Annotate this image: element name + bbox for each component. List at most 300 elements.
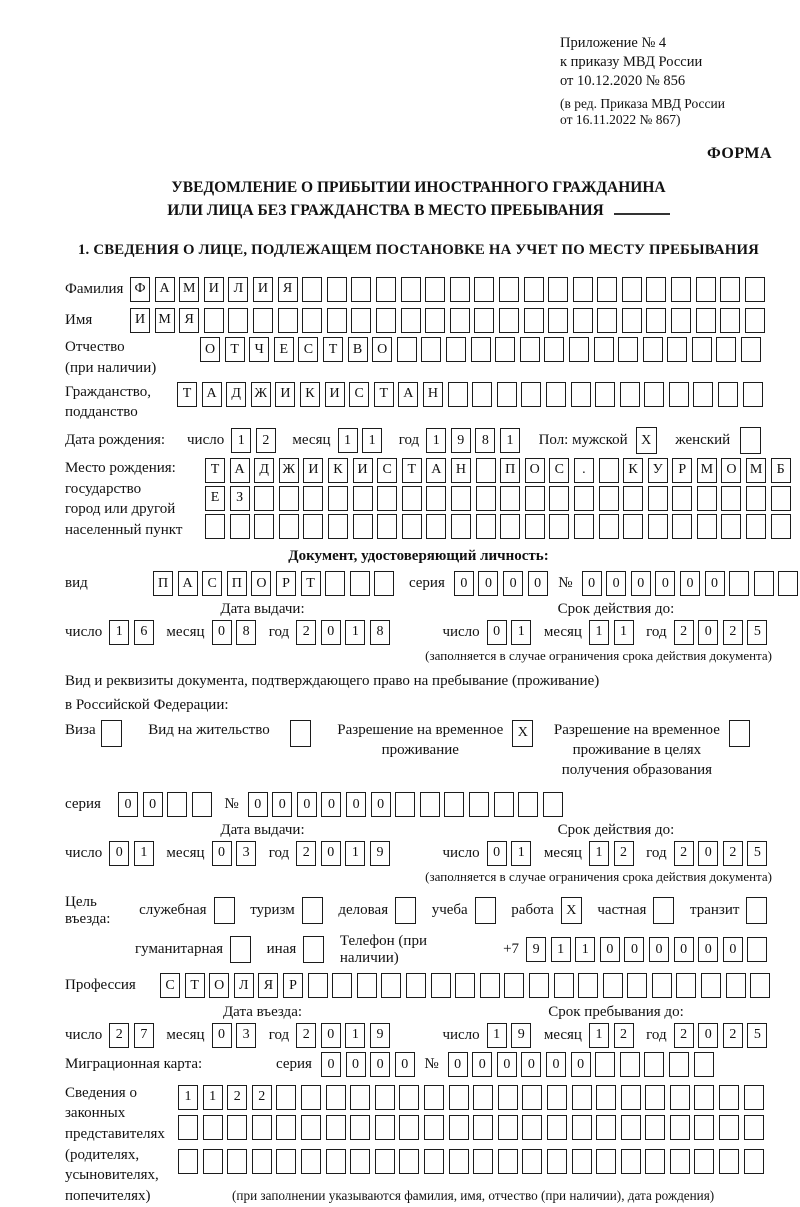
char-cell[interactable] [669,1052,689,1077]
char-cell[interactable] [721,514,741,539]
char-cell[interactable]: Д [226,382,246,407]
char-cell[interactable] [719,1085,739,1110]
char-cell[interactable] [328,486,348,511]
checkbox-cell[interactable] [746,897,767,924]
char-cell[interactable] [692,337,712,362]
checkbox-cell[interactable] [101,720,122,747]
checkbox-cell[interactable] [395,897,416,924]
issue-day-input[interactable] [109,620,158,645]
char-cell[interactable]: 1 [134,841,154,866]
char-cell[interactable]: Т [402,458,422,483]
char-cell[interactable] [694,1115,714,1140]
char-cell[interactable] [672,486,692,511]
char-cell[interactable] [522,1085,542,1110]
surname-input[interactable] [130,277,769,302]
char-cell[interactable] [771,514,791,539]
char-cell[interactable]: А [155,277,175,302]
char-cell[interactable] [498,1085,518,1110]
char-cell[interactable]: О [209,973,229,998]
birth-place-line-3[interactable] [205,514,795,539]
char-cell[interactable]: О [525,458,545,483]
char-cell[interactable]: Т [323,337,343,362]
char-cell[interactable]: 2 [674,841,694,866]
char-cell[interactable] [302,308,322,333]
residence-issue-year[interactable] [296,841,394,866]
char-cell[interactable] [670,1149,690,1174]
char-cell[interactable] [719,1115,739,1140]
char-cell[interactable]: 1 [575,937,595,962]
char-cell[interactable] [548,277,568,302]
char-cell[interactable] [228,308,248,333]
char-cell[interactable] [254,514,274,539]
char-cell[interactable]: 0 [698,1023,718,1048]
char-cell[interactable]: 0 [118,792,138,817]
char-cell[interactable]: 5 [747,841,767,866]
char-cell[interactable] [230,514,250,539]
char-cell[interactable]: 1 [338,428,358,453]
char-cell[interactable] [473,1149,493,1174]
char-cell[interactable]: 2 [296,841,316,866]
char-cell[interactable] [448,382,468,407]
char-cell[interactable]: 1 [178,1085,198,1110]
char-cell[interactable]: 9 [511,1023,531,1048]
char-cell[interactable]: 0 [606,571,626,596]
char-cell[interactable]: 0 [371,792,391,817]
char-cell[interactable]: И [275,382,295,407]
char-cell[interactable]: 0 [723,937,743,962]
char-cell[interactable] [332,973,352,998]
char-cell[interactable]: Т [185,973,205,998]
char-cell[interactable] [327,277,347,302]
char-cell[interactable]: 0 [272,792,292,817]
char-cell[interactable]: Н [423,382,443,407]
legal-line-1[interactable] [178,1085,768,1110]
char-cell[interactable] [778,571,798,596]
char-cell[interactable]: 8 [475,428,495,453]
char-cell[interactable]: Т [301,571,321,596]
valid-day-input[interactable] [487,620,536,645]
char-cell[interactable] [524,308,544,333]
char-cell[interactable] [645,1085,665,1110]
char-cell[interactable] [476,514,496,539]
char-cell[interactable]: 0 [321,1052,341,1077]
char-cell[interactable] [278,308,298,333]
char-cell[interactable]: Е [205,486,225,511]
char-cell[interactable] [425,277,445,302]
char-cell[interactable] [451,514,471,539]
purpose-transit-checkbox[interactable] [746,897,772,924]
migration-series-input[interactable] [321,1052,419,1077]
residence-issue-day[interactable] [109,841,158,866]
char-cell[interactable] [192,792,212,817]
char-cell[interactable]: 0 [674,937,694,962]
char-cell[interactable] [276,1085,296,1110]
temp-residence-checkbox[interactable] [512,720,538,747]
checkbox-cell[interactable] [653,897,674,924]
char-cell[interactable] [254,486,274,511]
char-cell[interactable]: Т [205,458,225,483]
char-cell[interactable]: 0 [321,620,341,645]
char-cell[interactable] [178,1115,198,1140]
char-cell[interactable] [603,973,623,998]
char-cell[interactable] [716,337,736,362]
char-cell[interactable]: 0 [212,1023,232,1048]
checkbox-cell[interactable] [729,720,750,747]
char-cell[interactable] [252,1149,272,1174]
char-cell[interactable] [425,308,445,333]
char-cell[interactable] [353,486,373,511]
char-cell[interactable]: 9 [370,841,390,866]
char-cell[interactable]: Е [274,337,294,362]
char-cell[interactable] [754,571,774,596]
char-cell[interactable]: 1 [203,1085,223,1110]
char-cell[interactable] [694,1085,714,1110]
char-cell[interactable]: 1 [589,841,609,866]
char-cell[interactable] [424,1115,444,1140]
residence-valid-year[interactable] [674,841,772,866]
char-cell[interactable]: Я [278,277,298,302]
purpose-business-checkbox[interactable] [214,897,240,924]
char-cell[interactable] [377,486,397,511]
char-cell[interactable] [399,1085,419,1110]
char-cell[interactable] [569,337,589,362]
char-cell[interactable] [167,792,187,817]
char-cell[interactable] [670,1085,690,1110]
char-cell[interactable] [744,1085,764,1110]
char-cell[interactable]: 0 [600,937,620,962]
char-cell[interactable] [395,792,415,817]
purpose-private-checkbox[interactable] [653,897,679,924]
char-cell[interactable] [252,1115,272,1140]
entry-year-input[interactable] [296,1023,394,1048]
char-cell[interactable] [495,337,515,362]
char-cell[interactable] [279,486,299,511]
char-cell[interactable] [620,382,640,407]
char-cell[interactable]: 0 [497,1052,517,1077]
char-cell[interactable] [449,1149,469,1174]
char-cell[interactable]: 0 [571,1052,591,1077]
char-cell[interactable] [750,973,770,998]
char-cell[interactable] [747,937,767,962]
char-cell[interactable] [446,337,466,362]
char-cell[interactable] [719,1149,739,1174]
char-cell[interactable] [644,382,664,407]
phone-input[interactable] [526,937,772,962]
char-cell[interactable]: С [298,337,318,362]
char-cell[interactable] [350,1115,370,1140]
char-cell[interactable] [178,1149,198,1174]
char-cell[interactable]: 0 [248,792,268,817]
char-cell[interactable] [745,277,765,302]
char-cell[interactable] [547,1085,567,1110]
checkbox-cell[interactable] [290,720,311,747]
char-cell[interactable] [744,1149,764,1174]
char-cell[interactable] [670,1115,690,1140]
char-cell[interactable] [599,486,619,511]
stay-month-input[interactable] [589,1023,638,1048]
char-cell[interactable] [644,1052,664,1077]
purpose-humanitarian-checkbox[interactable] [230,936,256,963]
char-cell[interactable] [720,308,740,333]
char-cell[interactable]: О [200,337,220,362]
char-cell[interactable] [676,973,696,998]
migration-number-input[interactable] [448,1052,719,1077]
char-cell[interactable]: Т [177,382,197,407]
char-cell[interactable] [771,486,791,511]
char-cell[interactable] [455,973,475,998]
char-cell[interactable]: 1 [511,841,531,866]
char-cell[interactable] [476,458,496,483]
char-cell[interactable]: Ж [251,382,271,407]
char-cell[interactable] [402,514,422,539]
char-cell[interactable]: 5 [747,620,767,645]
char-cell[interactable] [357,973,377,998]
char-cell[interactable] [350,1085,370,1110]
char-cell[interactable] [498,1149,518,1174]
valid-month-input[interactable] [589,620,638,645]
char-cell[interactable]: 1 [511,620,531,645]
char-cell[interactable] [518,792,538,817]
temp-residence-education-checkbox[interactable] [729,720,755,747]
char-cell[interactable]: С [160,973,180,998]
char-cell[interactable] [694,1052,714,1077]
purpose-work-checkbox[interactable] [561,897,587,924]
char-cell[interactable] [375,1149,395,1174]
char-cell[interactable] [376,277,396,302]
char-cell[interactable]: З [230,486,250,511]
char-cell[interactable]: 1 [589,1023,609,1048]
char-cell[interactable] [726,973,746,998]
char-cell[interactable] [522,1149,542,1174]
char-cell[interactable] [701,973,721,998]
char-cell[interactable]: Р [283,973,303,998]
char-cell[interactable] [472,382,492,407]
char-cell[interactable] [671,277,691,302]
char-cell[interactable] [573,277,593,302]
char-cell[interactable] [544,337,564,362]
checkbox-cell[interactable] [214,897,235,924]
char-cell[interactable]: 0 [472,1052,492,1077]
residence-number-input[interactable] [248,792,568,817]
doc-series-input[interactable] [454,571,552,596]
char-cell[interactable] [301,1149,321,1174]
char-cell[interactable] [303,486,323,511]
char-cell[interactable] [652,973,672,998]
char-cell[interactable] [426,514,446,539]
char-cell[interactable] [500,514,520,539]
char-cell[interactable] [504,973,524,998]
char-cell[interactable]: А [202,382,222,407]
sex-female-checkbox[interactable] [740,427,766,454]
checkbox-cell[interactable] [302,897,323,924]
name-input[interactable] [130,308,769,333]
char-cell[interactable] [374,571,394,596]
char-cell[interactable] [743,382,763,407]
char-cell[interactable]: А [426,458,446,483]
char-cell[interactable] [741,337,761,362]
char-cell[interactable] [696,277,716,302]
char-cell[interactable] [596,1085,616,1110]
char-cell[interactable] [421,337,441,362]
char-cell[interactable]: 9 [370,1023,390,1048]
char-cell[interactable] [480,973,500,998]
char-cell[interactable]: 0 [631,571,651,596]
checkbox-cell[interactable] [230,936,251,963]
char-cell[interactable] [351,277,371,302]
doc-number-input[interactable] [582,571,800,596]
visa-checkbox[interactable] [101,720,127,747]
char-cell[interactable] [520,337,540,362]
char-cell[interactable]: Д [254,458,274,483]
char-cell[interactable]: С [377,458,397,483]
checkbox-cell[interactable] [475,897,496,924]
char-cell[interactable] [618,337,638,362]
char-cell[interactable] [744,1115,764,1140]
char-cell[interactable]: М [155,308,175,333]
char-cell[interactable] [627,973,647,998]
char-cell[interactable] [494,792,514,817]
char-cell[interactable]: А [230,458,250,483]
entry-day-input[interactable] [109,1023,158,1048]
char-cell[interactable]: 0 [705,571,725,596]
char-cell[interactable] [622,308,642,333]
char-cell[interactable] [450,277,470,302]
char-cell[interactable]: 0 [680,571,700,596]
char-cell[interactable] [745,308,765,333]
char-cell[interactable] [525,486,545,511]
char-cell[interactable] [444,792,464,817]
char-cell[interactable]: 1 [345,1023,365,1048]
char-cell[interactable] [205,514,225,539]
char-cell[interactable]: 0 [321,1023,341,1048]
char-cell[interactable] [474,277,494,302]
char-cell[interactable]: 0 [454,571,474,596]
char-cell[interactable]: 2 [227,1085,247,1110]
char-cell[interactable] [599,458,619,483]
char-cell[interactable] [328,514,348,539]
char-cell[interactable] [572,1149,592,1174]
char-cell[interactable] [431,973,451,998]
char-cell[interactable] [497,382,517,407]
checkbox-cell[interactable]: X [512,720,533,747]
char-cell[interactable] [276,1115,296,1140]
char-cell[interactable]: 0 [698,937,718,962]
char-cell[interactable]: 0 [487,620,507,645]
char-cell[interactable] [402,486,422,511]
char-cell[interactable]: 0 [582,571,602,596]
char-cell[interactable]: У [648,458,668,483]
char-cell[interactable]: 3 [236,1023,256,1048]
char-cell[interactable] [746,514,766,539]
char-cell[interactable] [399,1149,419,1174]
char-cell[interactable] [381,973,401,998]
char-cell[interactable]: 0 [546,1052,566,1077]
char-cell[interactable]: 2 [723,1023,743,1048]
char-cell[interactable]: М [179,277,199,302]
char-cell[interactable]: 2 [674,1023,694,1048]
profession-input[interactable] [160,973,775,998]
char-cell[interactable] [401,308,421,333]
char-cell[interactable] [451,486,471,511]
char-cell[interactable]: 0 [478,571,498,596]
char-cell[interactable]: 0 [346,1052,366,1077]
char-cell[interactable] [350,571,370,596]
char-cell[interactable] [521,382,541,407]
char-cell[interactable] [308,973,328,998]
char-cell[interactable] [554,973,574,998]
char-cell[interactable]: 8 [236,620,256,645]
char-cell[interactable] [302,277,322,302]
char-cell[interactable] [301,1115,321,1140]
char-cell[interactable] [646,277,666,302]
char-cell[interactable]: О [721,458,741,483]
char-cell[interactable]: 2 [256,428,276,453]
char-cell[interactable]: Т [225,337,245,362]
char-cell[interactable]: 0 [370,1052,390,1077]
char-cell[interactable] [327,308,347,333]
char-cell[interactable] [597,308,617,333]
char-cell[interactable]: О [251,571,271,596]
char-cell[interactable] [474,308,494,333]
char-cell[interactable]: Т [374,382,394,407]
patronymic-input[interactable] [200,337,766,362]
purpose-commercial-checkbox[interactable] [395,897,421,924]
char-cell[interactable]: 9 [526,937,546,962]
char-cell[interactable]: 0 [297,792,317,817]
char-cell[interactable] [325,571,345,596]
char-cell[interactable] [326,1115,346,1140]
residence-valid-day[interactable] [487,841,536,866]
char-cell[interactable] [326,1149,346,1174]
char-cell[interactable]: 1 [426,428,446,453]
char-cell[interactable] [547,1149,567,1174]
char-cell[interactable] [574,514,594,539]
char-cell[interactable] [645,1149,665,1174]
char-cell[interactable] [525,514,545,539]
char-cell[interactable] [721,486,741,511]
char-cell[interactable] [473,1115,493,1140]
char-cell[interactable] [350,1149,370,1174]
char-cell[interactable] [697,514,717,539]
residence-issue-month[interactable] [212,841,261,866]
char-cell[interactable] [449,1085,469,1110]
char-cell[interactable]: 1 [500,428,520,453]
char-cell[interactable] [672,514,692,539]
char-cell[interactable] [594,337,614,362]
char-cell[interactable] [397,337,417,362]
char-cell[interactable] [376,308,396,333]
legal-line-3[interactable] [178,1149,768,1174]
char-cell[interactable] [648,486,668,511]
char-cell[interactable]: 0 [698,620,718,645]
char-cell[interactable]: С [349,382,369,407]
char-cell[interactable]: 1 [109,620,129,645]
char-cell[interactable]: 0 [346,792,366,817]
char-cell[interactable]: 1 [589,620,609,645]
stay-year-input[interactable] [674,1023,772,1048]
char-cell[interactable] [471,337,491,362]
char-cell[interactable]: 2 [109,1023,129,1048]
char-cell[interactable] [424,1149,444,1174]
char-cell[interactable] [253,308,273,333]
char-cell[interactable]: 0 [487,841,507,866]
char-cell[interactable]: 2 [296,620,316,645]
char-cell[interactable] [693,382,713,407]
char-cell[interactable]: М [746,458,766,483]
char-cell[interactable] [599,514,619,539]
legal-line-2[interactable] [178,1115,768,1140]
char-cell[interactable] [499,277,519,302]
